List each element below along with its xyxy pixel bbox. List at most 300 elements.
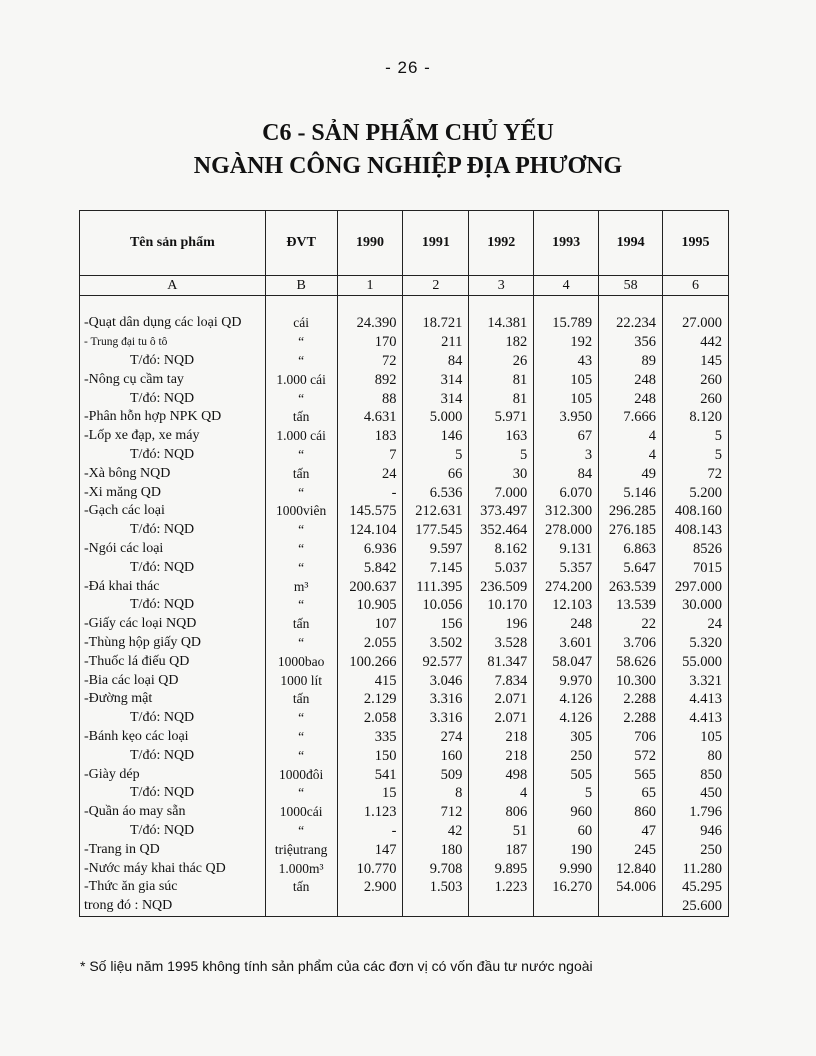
value-cell: 80 [663,746,729,765]
value-cell: 274 [403,728,469,747]
value-cell: 27.000 [663,314,729,333]
spacer-row [80,296,729,315]
product-name: T/đó: NQD [80,521,266,540]
table-row [80,333,729,352]
value-cell: 5 [469,446,534,465]
page-number: - 26 - [385,58,431,77]
value-cell: 3 [534,446,599,465]
value-cell: 218 [469,746,534,765]
table-row [80,540,729,559]
unit-cell: “ [265,446,337,465]
value-cell: 26 [469,352,534,371]
value-cell: 3.601 [534,634,599,653]
value-cell: 8.162 [469,540,534,559]
value-cell: 42 [403,822,469,841]
value-cell: 5.320 [663,634,729,653]
value-cell: 8526 [663,540,729,559]
table-row [80,897,729,916]
value-cell: 2.071 [469,709,534,728]
value-cell: 54.006 [599,878,663,897]
value-cell: 408.143 [663,521,729,540]
value-cell: 13.539 [599,596,663,615]
value-cell: 9.597 [403,540,469,559]
product-name: -Xi măng QD [80,483,266,502]
table-row [80,634,729,653]
value-cell: 81 [469,370,534,389]
value-cell: 15 [337,784,403,803]
column-code: 58 [599,276,663,296]
value-cell: 2.071 [469,690,534,709]
unit-cell: 1000viên [265,502,337,521]
table-row [80,370,729,389]
value-cell: 25.600 [663,897,729,916]
value-cell: 7.834 [469,671,534,690]
value-cell: 105 [534,370,599,389]
value-cell: - [337,822,403,841]
table-row [80,558,729,577]
table-row [80,746,729,765]
product-name: -Quần áo may sẵn [80,803,266,822]
value-cell: 442 [663,333,729,352]
unit-cell: “ [265,634,337,653]
value-cell: 3.316 [403,690,469,709]
value-cell: 10.770 [337,859,403,878]
value-cell: 170 [337,333,403,352]
value-cell: 5 [403,446,469,465]
column-code: 2 [403,276,469,296]
value-cell: 1.123 [337,803,403,822]
value-cell: 450 [663,784,729,803]
value-cell: 260 [663,389,729,408]
table-row [80,840,729,859]
value-cell: 6.936 [337,540,403,559]
value-cell: 276.185 [599,521,663,540]
value-cell: 860 [599,803,663,822]
value-cell: 3.950 [534,408,599,427]
product-name: T/đó: NQD [80,389,266,408]
header-year-1994: 1994 [599,211,663,276]
unit-cell: tấn [265,408,337,427]
product-table [79,210,729,917]
value-cell: 7 [337,446,403,465]
value-cell: 960 [534,803,599,822]
value-cell: 146 [403,427,469,446]
unit-cell [265,897,337,916]
unit-cell: 1.000 cái [265,370,337,389]
value-cell: 4.126 [534,709,599,728]
value-cell: 3.502 [403,634,469,653]
value-cell: 5.000 [403,408,469,427]
value-cell: 356 [599,333,663,352]
value-cell: 3.528 [469,634,534,653]
table-row [80,483,729,502]
table-row [80,427,729,446]
value-cell: 60 [534,822,599,841]
value-cell [337,897,403,916]
product-name: T/đó: NQD [80,784,266,803]
value-cell: 7.666 [599,408,663,427]
value-cell: 5.842 [337,558,403,577]
unit-cell: “ [265,709,337,728]
value-cell: 5.146 [599,483,663,502]
value-cell: 81 [469,389,534,408]
value-cell: 58.047 [534,652,599,671]
product-name: -Nước máy khai thác QD [80,859,266,878]
unit-cell: “ [265,784,337,803]
value-cell: 248 [599,370,663,389]
value-cell: 8.120 [663,408,729,427]
header-year-1990: 1990 [337,211,403,276]
footnote: * Số liệu năm 1995 không tính sản phẩm của các đơn vị có vốn đầu tư nước ngoài [80,958,593,974]
unit-cell: m³ [265,577,337,596]
value-cell: 565 [599,765,663,784]
product-name: -Đường mật [80,690,266,709]
value-cell: 1.223 [469,878,534,897]
value-cell: 4.413 [663,690,729,709]
value-cell: 9.131 [534,540,599,559]
value-cell: 7.000 [469,483,534,502]
value-cell: 2.058 [337,709,403,728]
value-cell: 2.129 [337,690,403,709]
value-cell: 72 [663,464,729,483]
product-name: T/đó: NQD [80,596,266,615]
unit-cell: “ [265,728,337,747]
table-row [80,671,729,690]
value-cell: 4 [599,446,663,465]
value-cell: 314 [403,370,469,389]
value-cell: 190 [534,840,599,859]
value-cell: 3.046 [403,671,469,690]
column-code: 4 [534,276,599,296]
value-cell: 180 [403,840,469,859]
value-cell: 7.145 [403,558,469,577]
value-cell: 89 [599,352,663,371]
value-cell: 312.300 [534,502,599,521]
unit-cell: 1.000 cái [265,427,337,446]
value-cell: 218 [469,728,534,747]
value-cell: 9.990 [534,859,599,878]
column-code-row [80,276,729,296]
value-cell: 352.464 [469,521,534,540]
value-cell: 335 [337,728,403,747]
value-cell: 10.170 [469,596,534,615]
value-cell [534,897,599,916]
table-row [80,408,729,427]
value-cell: 274.200 [534,577,599,596]
value-cell: 45.295 [663,878,729,897]
value-cell: 5.037 [469,558,534,577]
value-cell: 946 [663,822,729,841]
unit-cell: “ [265,596,337,615]
product-name: -Đá khai thác [80,577,266,596]
product-name: T/đó: NQD [80,352,266,371]
table-row [80,822,729,841]
product-name: T/đó: NQD [80,446,266,465]
product-name: trong đó : NQD [80,897,266,916]
value-cell: 43 [534,352,599,371]
value-cell: 187 [469,840,534,859]
table-row [80,690,729,709]
value-cell: 105 [534,389,599,408]
header-year-1991: 1991 [403,211,469,276]
value-cell: 145 [663,352,729,371]
value-cell: 163 [469,427,534,446]
value-cell: 296.285 [599,502,663,521]
product-name: -Giày dép [80,765,266,784]
value-cell: 16.270 [534,878,599,897]
value-cell: 248 [534,615,599,634]
product-name: -Xà bông NQD [80,464,266,483]
value-cell: 9.895 [469,859,534,878]
table-row [80,878,729,897]
value-cell: 212.631 [403,502,469,521]
value-cell: 24.390 [337,314,403,333]
value-cell: 84 [403,352,469,371]
value-cell: 81.347 [469,652,534,671]
table-row [80,615,729,634]
table-row [80,652,729,671]
value-cell: 373.497 [469,502,534,521]
value-cell [469,897,534,916]
unit-cell: “ [265,540,337,559]
value-cell: 572 [599,746,663,765]
unit-cell: 1000 lít [265,671,337,690]
value-cell: 12.103 [534,596,599,615]
title-line-2: NGÀNH CÔNG NGHIỆP ĐỊA PHƯƠNG [193,153,623,179]
value-cell: 850 [663,765,729,784]
value-cell: 100.266 [337,652,403,671]
value-cell: 806 [469,803,534,822]
value-cell: 145.575 [337,502,403,521]
value-cell: 4.126 [534,690,599,709]
value-cell: 706 [599,728,663,747]
column-code: 3 [469,276,534,296]
product-name: -Ngói các loại [80,540,266,559]
value-cell: 4 [599,427,663,446]
unit-cell: “ [265,352,337,371]
table-row [80,596,729,615]
value-cell: 10.905 [337,596,403,615]
unit-cell: “ [265,483,337,502]
table-row [80,728,729,747]
table-row [80,803,729,822]
value-cell: 196 [469,615,534,634]
value-cell: 4 [469,784,534,803]
product-name: -Quạt dân dụng các loại QD [80,314,266,333]
product-name: -Bánh kẹo các loại [80,728,266,747]
value-cell [599,897,663,916]
header-year-1992: 1992 [469,211,534,276]
value-cell: 147 [337,840,403,859]
value-cell: 18.721 [403,314,469,333]
value-cell: 192 [534,333,599,352]
value-cell: 4.631 [337,408,403,427]
value-cell: 3.706 [599,634,663,653]
value-cell: 8 [403,784,469,803]
value-cell: 5.200 [663,483,729,502]
header-year-1995: 1995 [663,211,729,276]
value-cell: 183 [337,427,403,446]
table-row [80,577,729,596]
value-cell: 30.000 [663,596,729,615]
value-cell: 7015 [663,558,729,577]
table-row [80,784,729,803]
table-row [80,521,729,540]
product-name: T/đó: NQD [80,709,266,728]
value-cell: 408.160 [663,502,729,521]
product-name: -Thức ăn gia súc [80,878,266,897]
unit-cell: tấn [265,690,337,709]
header-year-1993: 1993 [534,211,599,276]
value-cell: 5 [534,784,599,803]
header-unit: ĐVT [265,211,337,276]
value-cell: 250 [663,840,729,859]
value-cell: 278.000 [534,521,599,540]
unit-cell: “ [265,521,337,540]
value-cell: 5 [663,446,729,465]
value-cell: 15.789 [534,314,599,333]
column-code: A [80,276,266,296]
value-cell: 177.545 [403,521,469,540]
value-cell: 58.626 [599,652,663,671]
column-code: B [265,276,337,296]
value-cell: 4.413 [663,709,729,728]
table-row [80,446,729,465]
value-cell: 5.971 [469,408,534,427]
unit-cell: “ [265,746,337,765]
unit-cell: triệutrang [265,840,337,859]
value-cell: 67 [534,427,599,446]
value-cell: 250 [534,746,599,765]
value-cell: 498 [469,765,534,784]
table-body [80,296,729,917]
unit-cell: cái [265,314,337,333]
product-name: T/đó: NQD [80,558,266,577]
value-cell: 297.000 [663,577,729,596]
value-cell: 55.000 [663,652,729,671]
table-row [80,314,729,333]
product-name: -Nông cụ cầm tay [80,370,266,389]
value-cell: 124.104 [337,521,403,540]
value-cell: 211 [403,333,469,352]
value-cell: 2.288 [599,709,663,728]
value-cell: 47 [599,822,663,841]
value-cell: 72 [337,352,403,371]
product-name: T/đó: NQD [80,822,266,841]
value-cell: 6.863 [599,540,663,559]
value-cell: 2.288 [599,690,663,709]
value-cell: 3.321 [663,671,729,690]
value-cell: - [337,483,403,502]
product-name: -Bia các loại QD [80,671,266,690]
unit-cell: tấn [265,878,337,897]
title-line-1: C6 - SẢN PHẨM CHỦ YẾU [262,120,554,146]
value-cell: 10.300 [599,671,663,690]
value-cell: 51 [469,822,534,841]
product-name: -Giấy các loại NQD [80,615,266,634]
value-cell: 49 [599,464,663,483]
value-cell [403,897,469,916]
value-cell: 84 [534,464,599,483]
table-row [80,765,729,784]
table-row [80,389,729,408]
value-cell: 263.539 [599,577,663,596]
value-cell: 105 [663,728,729,747]
header-row [80,211,729,276]
value-cell: 22 [599,615,663,634]
value-cell: 712 [403,803,469,822]
unit-cell: “ [265,822,337,841]
value-cell: 11.280 [663,859,729,878]
value-cell: 892 [337,370,403,389]
unit-cell: tấn [265,615,337,634]
value-cell: 5.357 [534,558,599,577]
value-cell: 3.316 [403,709,469,728]
value-cell: 200.637 [337,577,403,596]
value-cell: 24 [337,464,403,483]
value-cell: 111.395 [403,577,469,596]
value-cell: 1.503 [403,878,469,897]
unit-cell: 1000bao [265,652,337,671]
value-cell: 248 [599,389,663,408]
unit-cell: 1000cái [265,803,337,822]
value-cell: 2.900 [337,878,403,897]
value-cell: 160 [403,746,469,765]
product-name: -Gạch các loại [80,502,266,521]
value-cell: 182 [469,333,534,352]
value-cell: 14.381 [469,314,534,333]
unit-cell: “ [265,558,337,577]
unit-cell: “ [265,333,337,352]
table-row [80,464,729,483]
table-row [80,352,729,371]
value-cell: 65 [599,784,663,803]
product-name: -Trang in QD [80,840,266,859]
value-cell: 505 [534,765,599,784]
value-cell: 12.840 [599,859,663,878]
value-cell: 156 [403,615,469,634]
product-name: -Lốp xe đạp, xe máy [80,427,266,446]
unit-cell: 1.000m³ [265,859,337,878]
value-cell: 5.647 [599,558,663,577]
value-cell: 22.234 [599,314,663,333]
value-cell: 236.509 [469,577,534,596]
value-cell: 2.055 [337,634,403,653]
value-cell: 24 [663,615,729,634]
header-product-name: Tên sản phẩm [80,211,266,276]
column-code: 6 [663,276,729,296]
table-row [80,502,729,521]
value-cell: 10.056 [403,596,469,615]
unit-cell: 1000đôi [265,765,337,784]
product-name: -Thuốc lá điếu QD [80,652,266,671]
value-cell: 541 [337,765,403,784]
value-cell: 305 [534,728,599,747]
product-name: -Phân hỗn hợp NPK QD [80,408,266,427]
value-cell: 260 [663,370,729,389]
unit-cell: tấn [265,464,337,483]
product-name: - Trung đại tu ô tô [80,333,266,352]
value-cell: 150 [337,746,403,765]
value-cell: 9.970 [534,671,599,690]
column-code: 1 [337,276,403,296]
value-cell: 30 [469,464,534,483]
value-cell: 509 [403,765,469,784]
value-cell: 92.577 [403,652,469,671]
value-cell: 1.796 [663,803,729,822]
value-cell: 245 [599,840,663,859]
value-cell: 314 [403,389,469,408]
